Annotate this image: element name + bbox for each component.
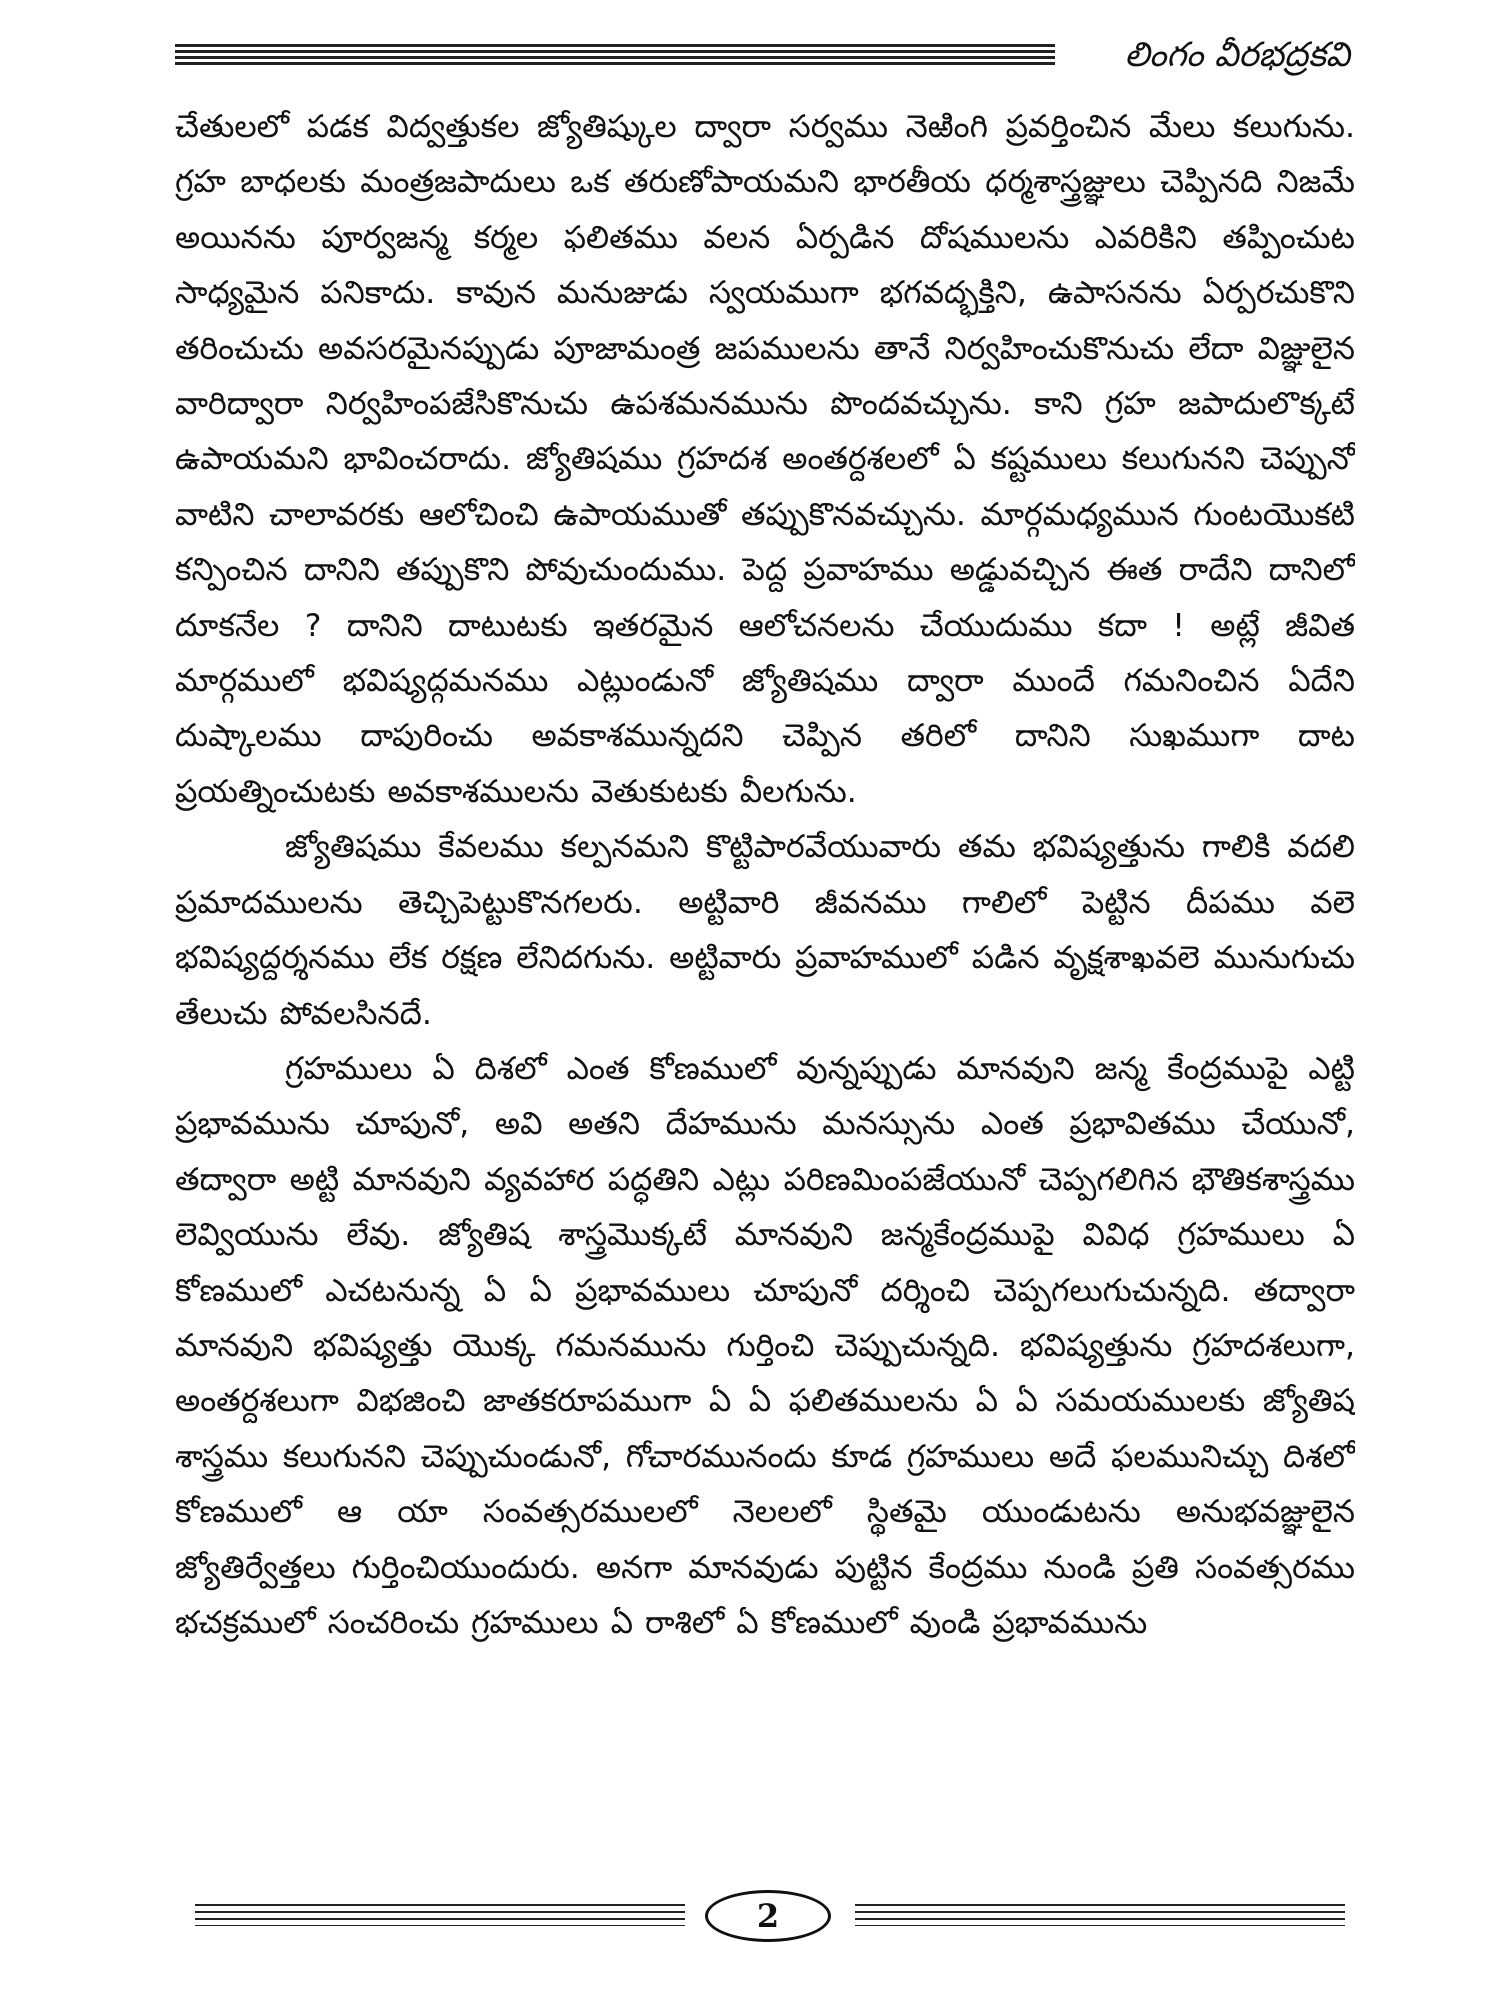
page-header: [175, 30, 1350, 80]
footer-rule-left: [195, 1904, 685, 1926]
header-decorative-rules: [175, 44, 1055, 68]
paragraph-1: చేతులలో పడక విద్వత్తుకల జ్యోతిష్కుల ద్వారా సర్వము నెఱింగి ప్రవర్తించిన మేలు కలుగును. గ్రహ బాధలకు మంత్రజపాదులు ఒక తరుణోపాయమని భారతీయ ధర్మశాస్త్రజ్ఞులు చెప్పినది నిజమే అయినను పూర్వజన్మ కర్మల ఫలితము వలన ఏర్పడిన దోషములను ఎవరికిని తప్పించుట సాధ్యమైన పనికాదు. కావున మనుజుడు స్వయముగా భగవద్భక్తిని, ఉపాసనను ఏర్పరచుకొని తరించుచు అవసరమైనప్పుడు పూజామంత్ర జపములను తానే నిర్వహించుకొనుచు లేదా విజ్ఞులైన వారిద్వారా నిర్వహింపజేసికొనుచు ఉపశమనమును పొందవచ్చును. కాని గ్రహ జపాదులొక్కటే ఉపాయమని భావించరాదు. జ్యోతిషము గ్రహదశ అంతర్దశలలో ఏ కష్టములు కలుగునని చెప్పునో వాటిని చాలావరకు ఆలోచించి ఉపాయముతో తప్పుకొనవచ్చును. మార్గమధ్యమున గుంటయొకటి కన్పించిన దానిని తప్పుకొని పోవుచుందుము. పెద్ద ప్రవాహము అడ్డువచ్చిన ఈత రాదేని దానిలో దూకనేల ? దానిని దాటుటకు ఇతరమైన ఆలోచనలను చేయుదుము కదా ! అట్లే జీవిత మార్గములో భవిష్యద్గమనము ఎట్లుండునో జ్యోతిషము ద్వారా ముందే గమనించిన ఏదేని దుష్కాలము దాపురించు అవకాశమున్నదని చెప్పిన తరిలో దానిని సుఖముగా దాట ప్రయత్నించుటకు అవకాశములను వెతుకుటకు వీలగును.: [175, 109, 1355, 810]
page-number: 2: [705, 1890, 831, 1942]
paragraph-2: జ్యోతిషము కేవలము కల్పనమని కొట్టిపారవేయువారు తమ భవిష్యత్తును గాలికి వదలి ప్రమాదములను తెచ్చిపెట్టుకొనగలరు. అట్టివారి జీవనము గాలిలో పెట్టిన దీపము వలె భవిష్యద్దర్శనము లేక రక్షణ లేనిదగును. అట్టివారు ప్రవాహములో పడిన వృక్షశాఖవలె మునుగుచు తేలుచు పోవలసినదే.: [175, 829, 1355, 1032]
paragraph-3: గ్రహములు ఏ దిశలో ఎంత కోణములో వున్నప్పుడు మానవుని జన్మ కేంద్రముపై ఎట్టి ప్రభావమును చూపునో, అవి అతని దేహమును మనస్సును ఎంత ప్రభావితము చేయునో, తద్వారా అట్టి మానవుని వ్యవహార పద్ధతిని ఎట్లు పరిణమింపజేయునో చెప్పగలిగిన భౌతికశాస్త్రము లెవ్వియును లేవు. జ్యోతిష శాస్త్రమొక్కటే మానవుని జన్మకేంద్రముపై వివిధ గ్రహములు ఏ కోణములో ఎచటనున్న ఏ ఏ ప్రభావములు చూపునో దర్శించి చెప్పగలుగుచున్నది. తద్వారా మానవుని భవిష్యత్తు యొక్క గమనమును గుర్తించి చెప్పుచున్నది. భవిష్యత్తును గ్రహదశలుగా, అంతర్దశలుగా విభజించి జాతకరూపముగా ఏ ఏ ఫలితములను ఏ ఏ సమయములకు జ్యోతిష శాస్త్రము కలుగునని చెప్పుచుండునో, గోచారమునందు కూడ గ్రహములు అదే ఫలమునిచ్చు దిశలో కోణములో ఆ యా సంవత్సరములలో నెలలలో స్థితమై యుండుటను అనుభవజ్ఞులైన జ్యోతిర్వేత్తలు గుర్తించియుందురు. అనగా మానవుడు పుట్టిన కేంద్రము నుండి ప్రతి సంవత్సరము భచక్రములో సంచరించు గ్రహములు ఏ రాశిలో ఏ కోణములో వుండి ప్రభావమును: [175, 1050, 1355, 1641]
page-body: [175, 100, 1355, 1865]
page-footer: [195, 1888, 1345, 1948]
footer-rule-right: [855, 1904, 1345, 1926]
running-title: లింగం వీరభద్రకవి: [1124, 35, 1350, 75]
